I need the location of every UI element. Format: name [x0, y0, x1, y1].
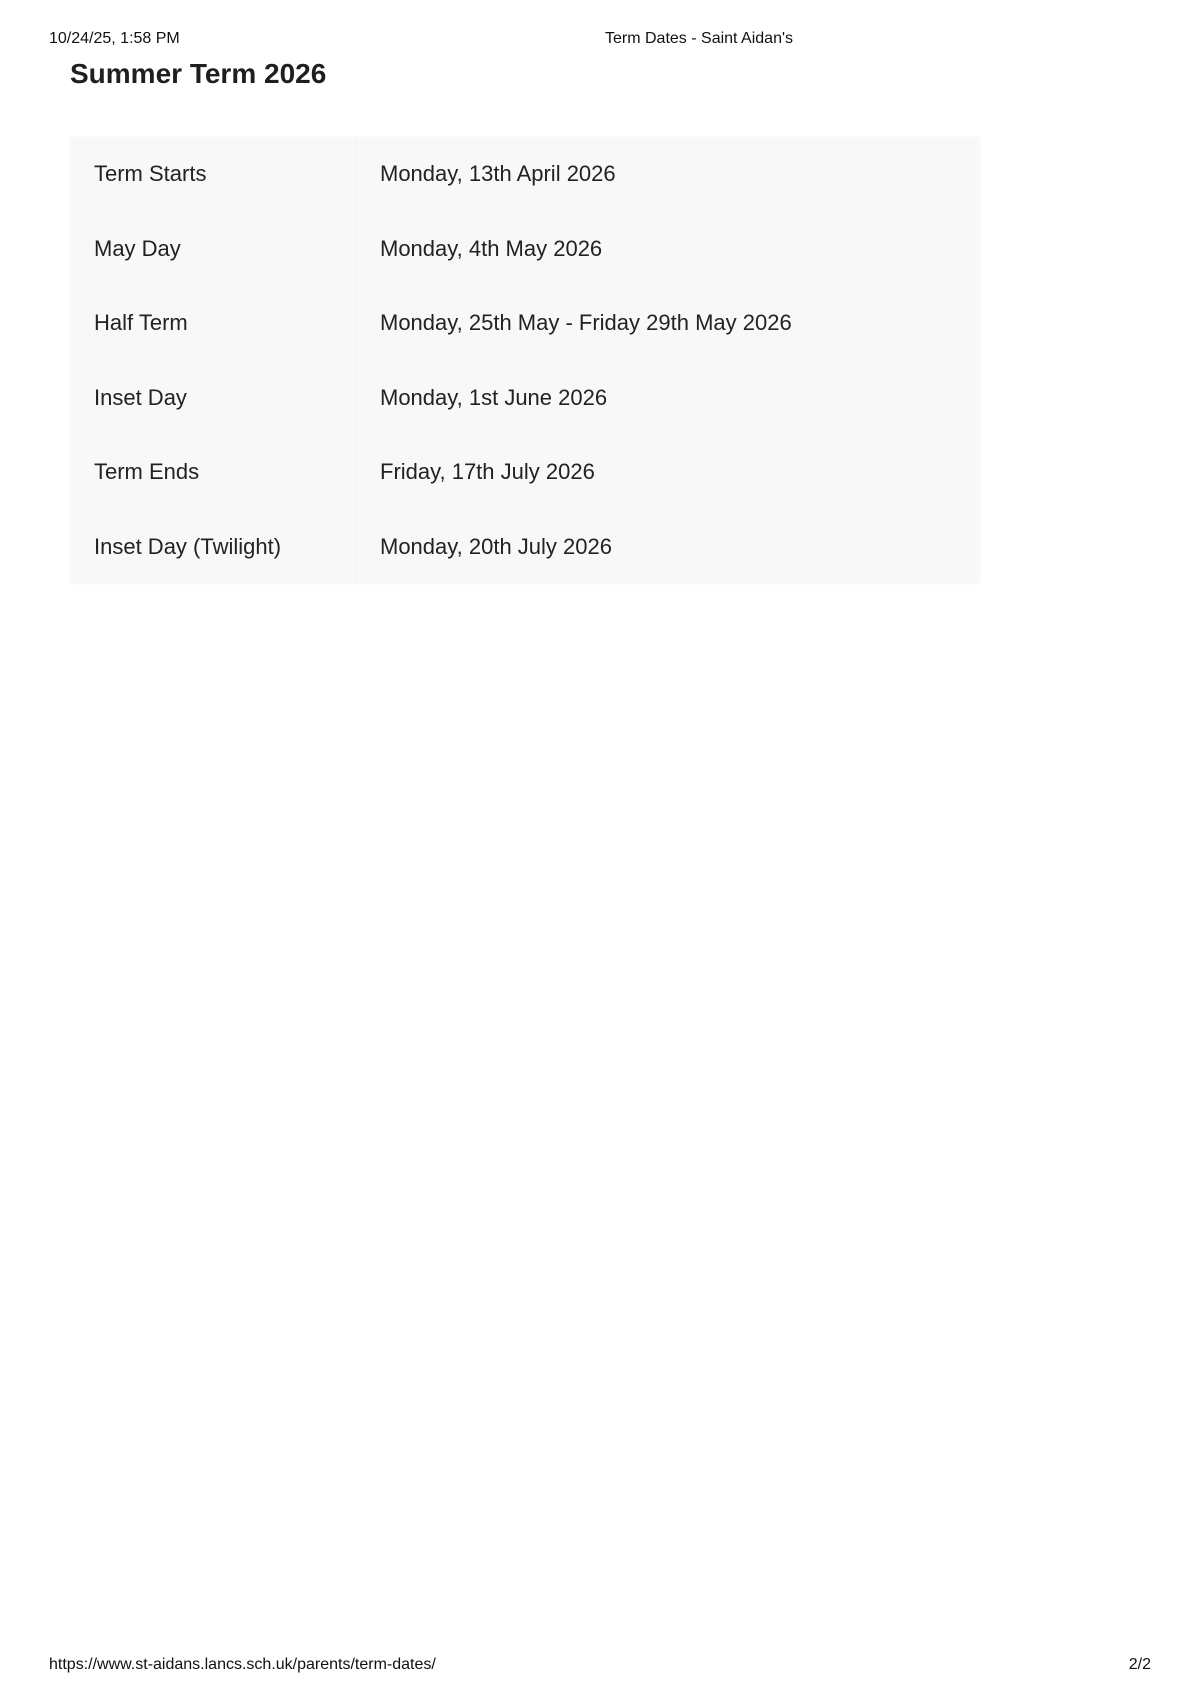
table-row: [70, 361, 980, 436]
table-row: [70, 137, 980, 212]
term-label: Half Term: [70, 286, 356, 361]
print-datetime: 10/24/25, 1:58 PM: [49, 30, 180, 47]
term-date: Monday, 4th May 2026: [380, 235, 603, 261]
term-date: Monday, 13th April 2026: [380, 161, 616, 187]
term-dates-table: [70, 137, 980, 584]
table-row: [70, 435, 980, 510]
table-row: [70, 286, 980, 361]
print-footer: [49, 1656, 1151, 1678]
term-label: May Day: [70, 212, 356, 287]
print-page-title: Term Dates - Saint Aidan's: [605, 30, 794, 47]
term-date: Monday, 1st June 2026: [380, 384, 608, 410]
table-row: [70, 212, 980, 287]
term-label: Inset Day (Twilight): [70, 510, 356, 585]
term-label: Term Ends: [70, 435, 356, 510]
page-number: 2/2: [1128, 1656, 1151, 1673]
term-label: Inset Day: [70, 361, 356, 436]
table-row: [70, 510, 980, 585]
print-url: https://www.st-aidans.lancs.sch.uk/parents/term-dates/: [49, 1656, 436, 1673]
term-date: Monday, 20th July 2026: [380, 533, 612, 559]
print-header: [49, 30, 1151, 52]
term-date: Monday, 25th May - Friday 29th May 2026: [380, 310, 792, 336]
section-title: Summer Term 2026: [70, 58, 327, 89]
term-label: Term Starts: [70, 137, 356, 212]
term-date: Friday, 17th July 2026: [380, 459, 595, 485]
